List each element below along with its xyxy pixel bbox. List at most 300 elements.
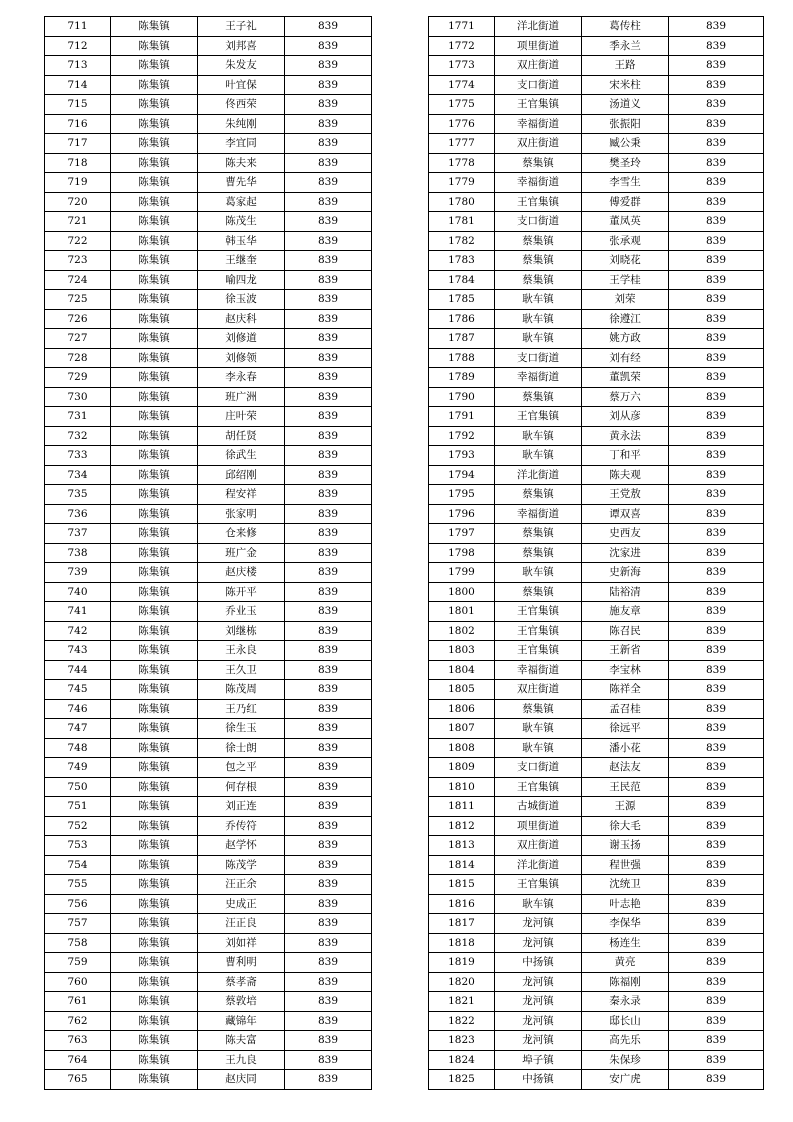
person-name-cell: 徐士朗	[198, 738, 285, 758]
person-name-cell: 包之平	[198, 758, 285, 778]
person-name-cell: 曹利明	[198, 953, 285, 973]
person-name-cell: 班广金	[198, 543, 285, 563]
table-row	[429, 290, 764, 310]
town-cell: 洋北街道	[495, 17, 582, 37]
row-number-cell: 715	[45, 95, 111, 115]
town-cell: 耿车镇	[495, 329, 582, 349]
town-cell: 陈集镇	[111, 933, 198, 953]
town-cell: 陈集镇	[111, 251, 198, 271]
person-name-cell: 程世强	[582, 855, 669, 875]
amount-cell: 839	[285, 719, 372, 739]
table-row	[45, 17, 372, 37]
row-number-cell: 714	[45, 75, 111, 95]
town-cell: 陈集镇	[111, 153, 198, 173]
town-cell: 陈集镇	[111, 621, 198, 641]
amount-cell: 839	[669, 231, 764, 251]
amount-cell: 839	[285, 875, 372, 895]
town-cell: 蔡集镇	[495, 251, 582, 271]
amount-cell: 839	[669, 563, 764, 583]
person-name-cell: 陈茂周	[198, 680, 285, 700]
row-number-cell: 1794	[429, 465, 495, 485]
person-name-cell: 臧公秉	[582, 134, 669, 154]
town-cell: 耿车镇	[495, 446, 582, 466]
town-cell: 陈集镇	[111, 1011, 198, 1031]
town-cell: 陈集镇	[111, 387, 198, 407]
person-name-cell: 李宝林	[582, 660, 669, 680]
person-name-cell: 徐大毛	[582, 816, 669, 836]
table-row	[429, 212, 764, 232]
row-number-cell: 1821	[429, 992, 495, 1012]
row-number-cell: 1825	[429, 1070, 495, 1090]
amount-cell: 839	[669, 1050, 764, 1070]
town-cell: 支口街道	[495, 212, 582, 232]
amount-cell: 839	[285, 894, 372, 914]
row-number-cell: 1786	[429, 309, 495, 329]
table-row	[45, 309, 372, 329]
row-number-cell: 1772	[429, 36, 495, 56]
town-cell: 陈集镇	[111, 914, 198, 934]
person-name-cell: 王继奎	[198, 251, 285, 271]
row-number-cell: 746	[45, 699, 111, 719]
person-name-cell: 陈夫来	[198, 153, 285, 173]
person-name-cell: 藏锦年	[198, 1011, 285, 1031]
town-cell: 中扬镇	[495, 1070, 582, 1090]
row-number-cell: 1799	[429, 563, 495, 583]
table-row	[429, 465, 764, 485]
amount-cell: 839	[669, 1070, 764, 1090]
town-cell: 洋北街道	[495, 465, 582, 485]
row-number-cell: 1822	[429, 1011, 495, 1031]
table-row	[45, 134, 372, 154]
row-number-cell: 1800	[429, 582, 495, 602]
amount-cell: 839	[285, 95, 372, 115]
table-row	[429, 992, 764, 1012]
town-cell: 陈集镇	[111, 231, 198, 251]
person-name-cell: 乔业玉	[198, 602, 285, 622]
table-row	[429, 1031, 764, 1051]
amount-cell: 839	[669, 914, 764, 934]
row-number-cell: 1773	[429, 56, 495, 76]
town-cell: 蔡集镇	[495, 582, 582, 602]
table-row	[429, 758, 764, 778]
person-name-cell: 徐远平	[582, 719, 669, 739]
table-row	[429, 251, 764, 271]
amount-cell: 839	[669, 524, 764, 544]
town-cell: 双庄街道	[495, 680, 582, 700]
amount-cell: 839	[669, 660, 764, 680]
table-row	[429, 875, 764, 895]
table-row	[45, 270, 372, 290]
row-number-cell: 720	[45, 192, 111, 212]
table-row	[45, 1011, 372, 1031]
row-number-cell: 1791	[429, 407, 495, 427]
amount-cell: 839	[669, 738, 764, 758]
row-number-cell: 744	[45, 660, 111, 680]
amount-cell: 839	[669, 621, 764, 641]
person-name-cell: 蔡敦培	[198, 992, 285, 1012]
row-number-cell: 1782	[429, 231, 495, 251]
table-row	[45, 485, 372, 505]
amount-cell: 839	[669, 407, 764, 427]
amount-cell: 839	[669, 836, 764, 856]
right-roster-table	[428, 16, 764, 1090]
town-cell: 陈集镇	[111, 758, 198, 778]
row-number-cell: 1789	[429, 368, 495, 388]
row-number-cell: 764	[45, 1050, 111, 1070]
person-name-cell: 赵庆科	[198, 309, 285, 329]
town-cell: 陈集镇	[111, 407, 198, 427]
town-cell: 陈集镇	[111, 348, 198, 368]
person-name-cell: 叶志艳	[582, 894, 669, 914]
person-name-cell: 陈茂生	[198, 212, 285, 232]
row-number-cell: 723	[45, 251, 111, 271]
person-name-cell: 张振阳	[582, 114, 669, 134]
person-name-cell: 蔡孝斋	[198, 972, 285, 992]
row-number-cell: 750	[45, 777, 111, 797]
table-row	[429, 114, 764, 134]
person-name-cell: 胡任贤	[198, 426, 285, 446]
amount-cell: 839	[285, 680, 372, 700]
table-row	[45, 231, 372, 251]
person-name-cell: 谭双喜	[582, 504, 669, 524]
row-number-cell: 757	[45, 914, 111, 934]
town-cell: 支口街道	[495, 75, 582, 95]
person-name-cell: 高先乐	[582, 1031, 669, 1051]
amount-cell: 839	[669, 504, 764, 524]
amount-cell: 839	[285, 212, 372, 232]
table-row	[45, 504, 372, 524]
amount-cell: 839	[285, 192, 372, 212]
amount-cell: 839	[285, 699, 372, 719]
row-number-cell: 1810	[429, 777, 495, 797]
person-name-cell: 姚方政	[582, 329, 669, 349]
town-cell: 陈集镇	[111, 777, 198, 797]
left-roster-body	[45, 17, 372, 1090]
amount-cell: 839	[669, 56, 764, 76]
row-number-cell: 711	[45, 17, 111, 37]
row-number-cell: 729	[45, 368, 111, 388]
table-row	[429, 680, 764, 700]
row-number-cell: 1824	[429, 1050, 495, 1070]
row-number-cell: 762	[45, 1011, 111, 1031]
amount-cell: 839	[669, 485, 764, 505]
person-name-cell: 黄永法	[582, 426, 669, 446]
table-row	[429, 914, 764, 934]
row-number-cell: 756	[45, 894, 111, 914]
row-number-cell: 719	[45, 173, 111, 193]
amount-cell: 839	[285, 56, 372, 76]
row-number-cell: 1793	[429, 446, 495, 466]
row-number-cell: 753	[45, 836, 111, 856]
table-row	[429, 270, 764, 290]
amount-cell: 839	[285, 329, 372, 349]
town-cell: 陈集镇	[111, 972, 198, 992]
person-name-cell: 陈召民	[582, 621, 669, 641]
table-row	[45, 699, 372, 719]
town-cell: 陈集镇	[111, 75, 198, 95]
person-name-cell: 张承观	[582, 231, 669, 251]
town-cell: 陈集镇	[111, 816, 198, 836]
row-number-cell: 1783	[429, 251, 495, 271]
amount-cell: 839	[285, 426, 372, 446]
amount-cell: 839	[669, 212, 764, 232]
amount-cell: 839	[669, 602, 764, 622]
person-name-cell: 刘邦喜	[198, 36, 285, 56]
amount-cell: 839	[285, 1031, 372, 1051]
town-cell: 蔡集镇	[495, 485, 582, 505]
row-number-cell: 1796	[429, 504, 495, 524]
row-number-cell: 1795	[429, 485, 495, 505]
table-row	[429, 953, 764, 973]
person-name-cell: 宋米柱	[582, 75, 669, 95]
town-cell: 蔡集镇	[495, 231, 582, 251]
amount-cell: 839	[669, 446, 764, 466]
amount-cell: 839	[285, 75, 372, 95]
town-cell: 陈集镇	[111, 992, 198, 1012]
row-number-cell: 1806	[429, 699, 495, 719]
table-row	[45, 641, 372, 661]
row-number-cell: 731	[45, 407, 111, 427]
town-cell: 洋北街道	[495, 855, 582, 875]
town-cell: 埠子镇	[495, 1050, 582, 1070]
table-row	[429, 348, 764, 368]
town-cell: 龙河镇	[495, 1031, 582, 1051]
amount-cell: 839	[285, 309, 372, 329]
amount-cell: 839	[285, 641, 372, 661]
town-cell: 陈集镇	[111, 368, 198, 388]
row-number-cell: 1804	[429, 660, 495, 680]
amount-cell: 839	[669, 387, 764, 407]
person-name-cell: 乔传符	[198, 816, 285, 836]
table-row	[429, 563, 764, 583]
town-cell: 支口街道	[495, 348, 582, 368]
table-row	[45, 56, 372, 76]
row-number-cell: 1774	[429, 75, 495, 95]
amount-cell: 839	[285, 407, 372, 427]
table-row	[429, 329, 764, 349]
amount-cell: 839	[669, 348, 764, 368]
town-cell: 陈集镇	[111, 36, 198, 56]
amount-cell: 839	[669, 36, 764, 56]
row-number-cell: 760	[45, 972, 111, 992]
person-name-cell: 史新海	[582, 563, 669, 583]
row-number-cell: 1814	[429, 855, 495, 875]
amount-cell: 839	[669, 173, 764, 193]
amount-cell: 839	[285, 251, 372, 271]
row-number-cell: 765	[45, 1070, 111, 1090]
town-cell: 陈集镇	[111, 797, 198, 817]
amount-cell: 839	[669, 75, 764, 95]
row-number-cell: 736	[45, 504, 111, 524]
table-row	[45, 875, 372, 895]
person-name-cell: 赵庆同	[198, 1070, 285, 1090]
town-cell: 陈集镇	[111, 563, 198, 583]
table-row	[45, 173, 372, 193]
person-name-cell: 汤道义	[582, 95, 669, 115]
amount-cell: 839	[285, 1070, 372, 1090]
person-name-cell: 葛传柱	[582, 17, 669, 37]
town-cell: 陈集镇	[111, 680, 198, 700]
town-cell: 陈集镇	[111, 504, 198, 524]
amount-cell: 839	[669, 875, 764, 895]
person-name-cell: 刘从彦	[582, 407, 669, 427]
table-row	[45, 797, 372, 817]
table-row	[45, 933, 372, 953]
table-row	[429, 641, 764, 661]
table-row	[45, 719, 372, 739]
row-number-cell: 1778	[429, 153, 495, 173]
table-row	[45, 543, 372, 563]
table-row	[429, 485, 764, 505]
town-cell: 幸福街道	[495, 368, 582, 388]
row-number-cell: 1818	[429, 933, 495, 953]
town-cell: 龙河镇	[495, 933, 582, 953]
row-number-cell: 761	[45, 992, 111, 1012]
person-name-cell: 季永兰	[582, 36, 669, 56]
amount-cell: 839	[669, 933, 764, 953]
table-row	[45, 251, 372, 271]
table-row	[45, 1050, 372, 1070]
person-name-cell: 刘正连	[198, 797, 285, 817]
row-number-cell: 1779	[429, 173, 495, 193]
amount-cell: 839	[285, 953, 372, 973]
person-name-cell: 李保华	[582, 914, 669, 934]
table-row	[45, 816, 372, 836]
town-cell: 耿车镇	[495, 309, 582, 329]
person-name-cell: 董凯荣	[582, 368, 669, 388]
row-number-cell: 1809	[429, 758, 495, 778]
person-name-cell: 刘有经	[582, 348, 669, 368]
town-cell: 龙河镇	[495, 1011, 582, 1031]
amount-cell: 839	[285, 738, 372, 758]
amount-cell: 839	[669, 777, 764, 797]
table-row	[45, 1070, 372, 1090]
row-number-cell: 747	[45, 719, 111, 739]
table-row	[45, 680, 372, 700]
town-cell: 陈集镇	[111, 836, 198, 856]
town-cell: 蔡集镇	[495, 699, 582, 719]
town-cell: 王官集镇	[495, 407, 582, 427]
table-row	[429, 153, 764, 173]
row-number-cell: 738	[45, 543, 111, 563]
town-cell: 陈集镇	[111, 602, 198, 622]
table-row	[429, 1011, 764, 1031]
table-row	[429, 173, 764, 193]
table-row	[45, 36, 372, 56]
amount-cell: 839	[669, 368, 764, 388]
table-row	[429, 738, 764, 758]
town-cell: 陈集镇	[111, 134, 198, 154]
town-cell: 项里街道	[495, 816, 582, 836]
row-number-cell: 755	[45, 875, 111, 895]
amount-cell: 839	[285, 582, 372, 602]
row-number-cell: 741	[45, 602, 111, 622]
town-cell: 陈集镇	[111, 1070, 198, 1090]
person-name-cell: 庄叶荣	[198, 407, 285, 427]
amount-cell: 839	[669, 855, 764, 875]
person-name-cell: 黄亮	[582, 953, 669, 973]
table-row	[45, 387, 372, 407]
amount-cell: 839	[669, 992, 764, 1012]
table-row	[45, 192, 372, 212]
person-name-cell: 徐遵江	[582, 309, 669, 329]
town-cell: 耿车镇	[495, 738, 582, 758]
person-name-cell: 徐武生	[198, 446, 285, 466]
amount-cell: 839	[285, 758, 372, 778]
amount-cell: 839	[669, 797, 764, 817]
amount-cell: 839	[285, 270, 372, 290]
table-row	[429, 231, 764, 251]
amount-cell: 839	[669, 465, 764, 485]
person-name-cell: 汪正良	[198, 914, 285, 934]
person-name-cell: 何存根	[198, 777, 285, 797]
row-number-cell: 718	[45, 153, 111, 173]
town-cell: 陈集镇	[111, 329, 198, 349]
row-number-cell: 1815	[429, 875, 495, 895]
table-row	[45, 290, 372, 310]
town-cell: 蔡集镇	[495, 524, 582, 544]
person-name-cell: 王新省	[582, 641, 669, 661]
row-number-cell: 1803	[429, 641, 495, 661]
town-cell: 王官集镇	[495, 95, 582, 115]
person-name-cell: 佟西荣	[198, 95, 285, 115]
table-row	[429, 816, 764, 836]
town-cell: 陈集镇	[111, 953, 198, 973]
person-name-cell: 徐玉波	[198, 290, 285, 310]
amount-cell: 839	[285, 602, 372, 622]
row-number-cell: 1775	[429, 95, 495, 115]
table-row	[429, 855, 764, 875]
person-name-cell: 王路	[582, 56, 669, 76]
amount-cell: 839	[285, 387, 372, 407]
town-cell: 陈集镇	[111, 290, 198, 310]
amount-cell: 839	[285, 36, 372, 56]
amount-cell: 839	[285, 134, 372, 154]
person-name-cell: 王九良	[198, 1050, 285, 1070]
town-cell: 古城街道	[495, 797, 582, 817]
town-cell: 王官集镇	[495, 602, 582, 622]
table-row	[45, 1031, 372, 1051]
person-name-cell: 孟召桂	[582, 699, 669, 719]
table-row	[429, 36, 764, 56]
person-name-cell: 曹先华	[198, 173, 285, 193]
town-cell: 耿车镇	[495, 563, 582, 583]
row-number-cell: 1808	[429, 738, 495, 758]
town-cell: 耿车镇	[495, 894, 582, 914]
amount-cell: 839	[285, 855, 372, 875]
person-name-cell: 刘如祥	[198, 933, 285, 953]
town-cell: 陈集镇	[111, 309, 198, 329]
person-name-cell: 王久卫	[198, 660, 285, 680]
row-number-cell: 713	[45, 56, 111, 76]
town-cell: 陈集镇	[111, 426, 198, 446]
amount-cell: 839	[285, 914, 372, 934]
person-name-cell: 赵庆楼	[198, 563, 285, 583]
person-name-cell: 韩玉华	[198, 231, 285, 251]
town-cell: 龙河镇	[495, 972, 582, 992]
table-row	[45, 114, 372, 134]
table-row	[45, 992, 372, 1012]
row-number-cell: 1813	[429, 836, 495, 856]
amount-cell: 839	[669, 329, 764, 349]
town-cell: 陈集镇	[111, 17, 198, 37]
amount-cell: 839	[285, 660, 372, 680]
table-row	[429, 75, 764, 95]
amount-cell: 839	[285, 524, 372, 544]
row-number-cell: 1797	[429, 524, 495, 544]
person-name-cell: 赵学怀	[198, 836, 285, 856]
amount-cell: 839	[285, 231, 372, 251]
